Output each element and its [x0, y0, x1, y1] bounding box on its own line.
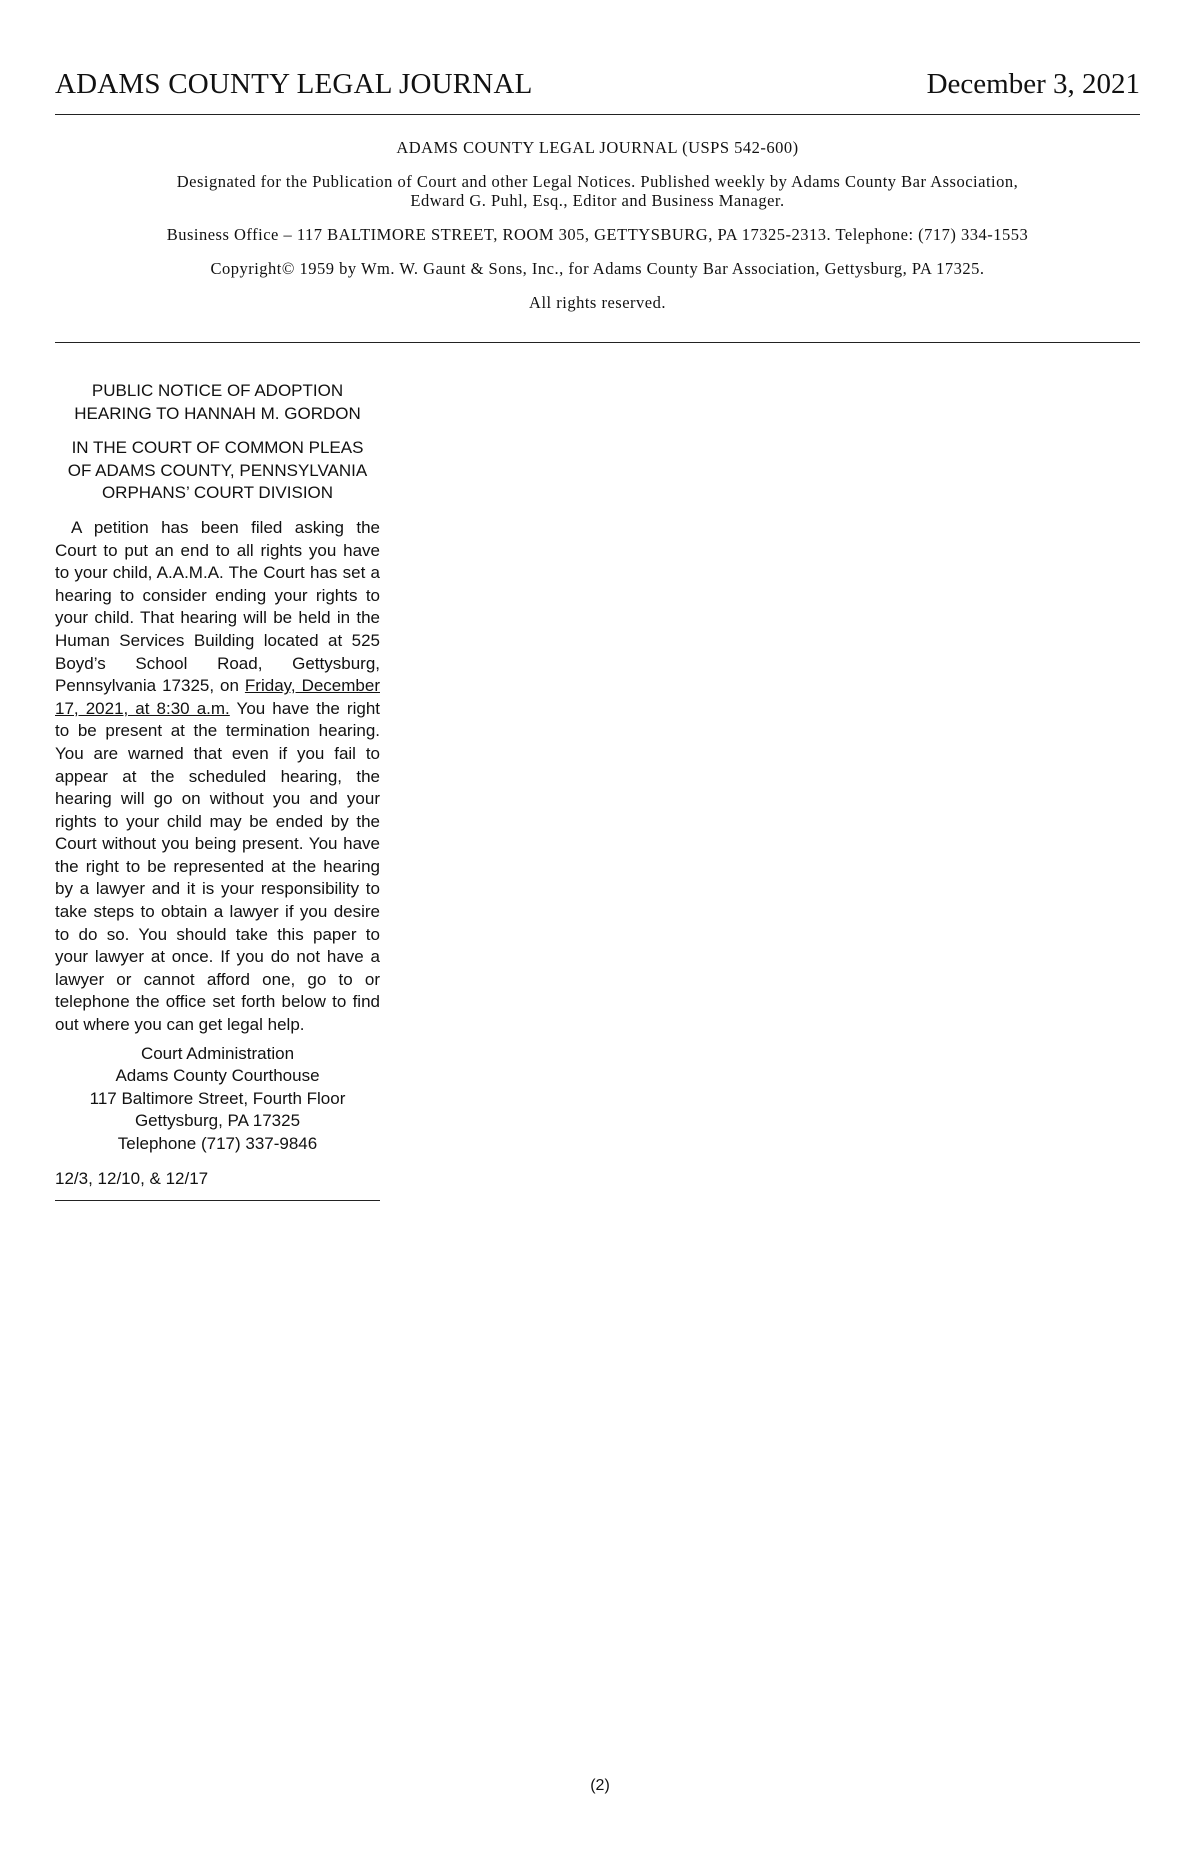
designation-line: Designated for the Publication of Court and other Legal Notices. Published weekly by Adams County Bar Association,	[176, 172, 1019, 191]
business-office-line: Business Office – 117 BALTIMORE STREET, ROOM 305, GETTYSBURG, PA 17325-2313. Telephone: (717) 334-1553	[166, 225, 1029, 244]
publication-line: ADAMS COUNTY LEGAL JOURNAL (USPS 542-600)	[396, 138, 799, 157]
hearing-date: Friday, December 17, 2021, at 8:30 a.m.	[55, 676, 380, 718]
rights-line: All rights reserved.	[529, 293, 666, 312]
court-administration-address	[55, 1043, 380, 1156]
copyright-line: Copyright© 1959 by Wm. W. Gaunt & Sons, Inc., for Adams County Bar Association, Gettysburg, PA 17325.	[210, 259, 985, 278]
designation-paragraph	[55, 172, 1140, 210]
address-line: Gettysburg, PA 17325	[134, 1111, 301, 1131]
notice-title-line: PUBLIC NOTICE OF ADOPTION	[91, 381, 344, 400]
notice-body-text: A petition has been filed asking the Court to put an end to all rights you have to your child, A.A.M.A. The Court has set a hearing to consider ending your rights to your child. That hearing will be held in the Human Services Building located at 525 Boyd’s School Road, Gettysburg, Pennsylvania 17325, on	[55, 517, 380, 696]
page-number: (2)	[590, 1777, 610, 1794]
notice-title	[55, 380, 380, 425]
notice-body	[55, 517, 380, 1037]
editor-line: Edward G. Puhl, Esq., Editor and Business Manager.	[410, 191, 785, 210]
address-line: 117 Baltimore Street, Fourth Floor	[89, 1088, 346, 1108]
court-heading-line: IN THE COURT OF COMMON PLEAS	[71, 438, 364, 458]
issue-date: December 3, 2021	[926, 68, 1140, 100]
court-heading	[55, 437, 380, 505]
page-header	[55, 62, 1140, 115]
publication-dates: 12/3, 12/10, & 12/17	[55, 1168, 380, 1202]
journal-title: ADAMS COUNTY LEGAL JOURNAL	[55, 68, 533, 100]
masthead	[55, 138, 1140, 343]
address-line: Court Administration	[140, 1043, 295, 1063]
address-line: Telephone (717) 337-9846	[117, 1134, 318, 1153]
notice-title-line: HEARING TO HANNAH M. GORDON	[74, 403, 361, 423]
court-heading-line: ORPHANS’ COURT DIVISION	[101, 483, 334, 503]
adoption-notice	[55, 380, 380, 1201]
address-line: Adams County Courthouse	[115, 1066, 320, 1086]
notice-body-text: You have the right to be present at the termination hearing. You are warned that even if you fail to appear at the scheduled hearing, the hearing will go on without you and your rights to your child may be ended by the Court without you being present. You have the right to be represented at the hearing by a lawyer and it is your responsibility to take steps to obtain a lawyer if you desire to do so. You should take this paper to your lawyer at once. If you do not have a lawyer or cannot afford one, go to or telephone the office set forth below to find out where you can get legal help.	[55, 698, 380, 1035]
court-heading-line: OF ADAMS COUNTY, PENNSYLVANIA	[67, 460, 368, 480]
